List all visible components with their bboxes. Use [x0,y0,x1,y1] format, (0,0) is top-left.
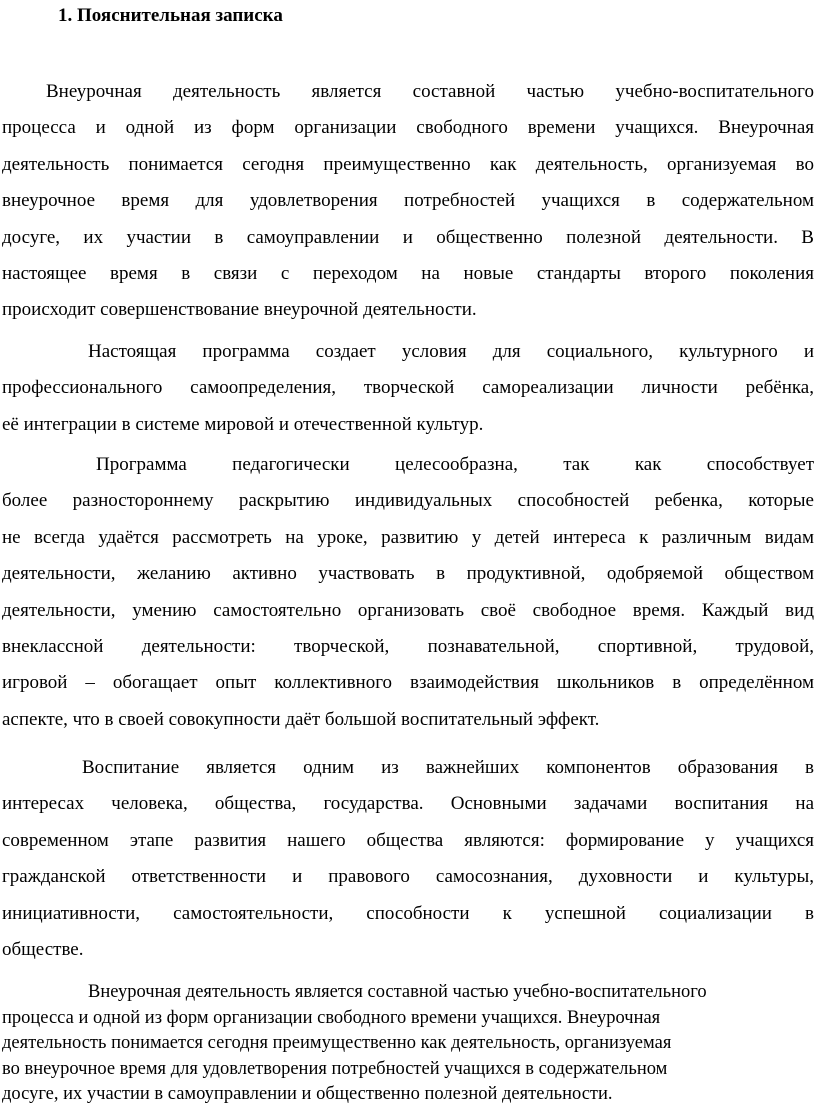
paragraph [2,334,814,443]
text-line: аспекте, что в своей совокупности даёт большой воспитательный эффект. [2,708,600,730]
text-line: обществе. [2,938,84,960]
text-line: Внеурочная деятельность является составной частью учебно-воспитательного [88,982,707,1002]
text-line: процесса и одной из форм организации свободного времени учащихся. Внеурочная [2,117,814,139]
paragraph [2,447,814,738]
text-line: инициативности, самостоятельности, способности к успешной социализации в [2,902,814,924]
text-line: игровой – обогащает опыт коллективного взаимодействия школьников в определённом [2,672,814,694]
text-line: деятельность понимается сегодня преимущественно как деятельность, организуемая во [2,153,814,175]
text-line: более разностороннему раскрытию индивидуальных способностей ребенка, которые [2,490,814,512]
text-line: внеклассной деятельности: творческой, познавательной, спортивной, трудовой, [2,635,814,657]
text-line: Воспитание является одним из важнейших компонентов образования в [82,757,814,778]
tail-paragraph [2,980,814,1108]
text-line: деятельность понимается сегодня преимущественно как деятельность, организуемая [2,1033,672,1053]
paragraph [2,750,814,968]
text-line: во внеурочное время для удовлетворения потребностей учащихся в содержательном [2,1058,668,1079]
text-line: Программа педагогически целесообразна, так как способствует [96,454,814,475]
text-line: не всегда удаётся рассмотреть на уроке, развитию у детей интереса к различным видам [2,526,814,548]
text-line: деятельности, умению самостоятельно организовать своё свободное время. Каждый вид [2,599,814,621]
paragraph [2,74,814,329]
text-line: внеурочное время для удовлетворения потребностей учащихся в содержательном [2,190,814,212]
text-line: её интеграции в системе мировой и отечественной культур. [2,413,484,435]
text-line: интересах человека, общества, государства. Основными задачами воспитания на [2,793,814,815]
text-line: деятельности, желанию активно участвовать в продуктивной, одобряемой обществом [2,563,814,585]
text-line: досуге, их участии в самоуправлении и общественно полезной деятельности. В [2,226,814,248]
section-heading: 1. Пояснительная записка [58,5,283,26]
text-line: профессионального самоопределения, творческой самореализации личности ребёнка, [2,377,814,399]
text-line: происходит совершенствование внеурочной деятельности. [2,299,477,321]
text-line: гражданской ответственности и правового самосознания, духовности и культуры, [2,866,814,888]
text-line: Настоящая программа создает условия для социального, культурного и [88,341,814,362]
text-line: Внеурочная деятельность является составной частью учебно-воспитательного [46,81,814,102]
text-line: настоящее время в связи с переходом на новые стандарты второго поколения [2,262,814,284]
text-line: досуге, их участии в самоуправлении и общественно полезной деятельности. [2,1084,613,1104]
text-line: процесса и одной из форм организации свободного времени учащихся. Внеурочная [2,1007,661,1028]
text-line: современном этапе развития нашего общества являются: формирование у учащихся [2,829,814,851]
